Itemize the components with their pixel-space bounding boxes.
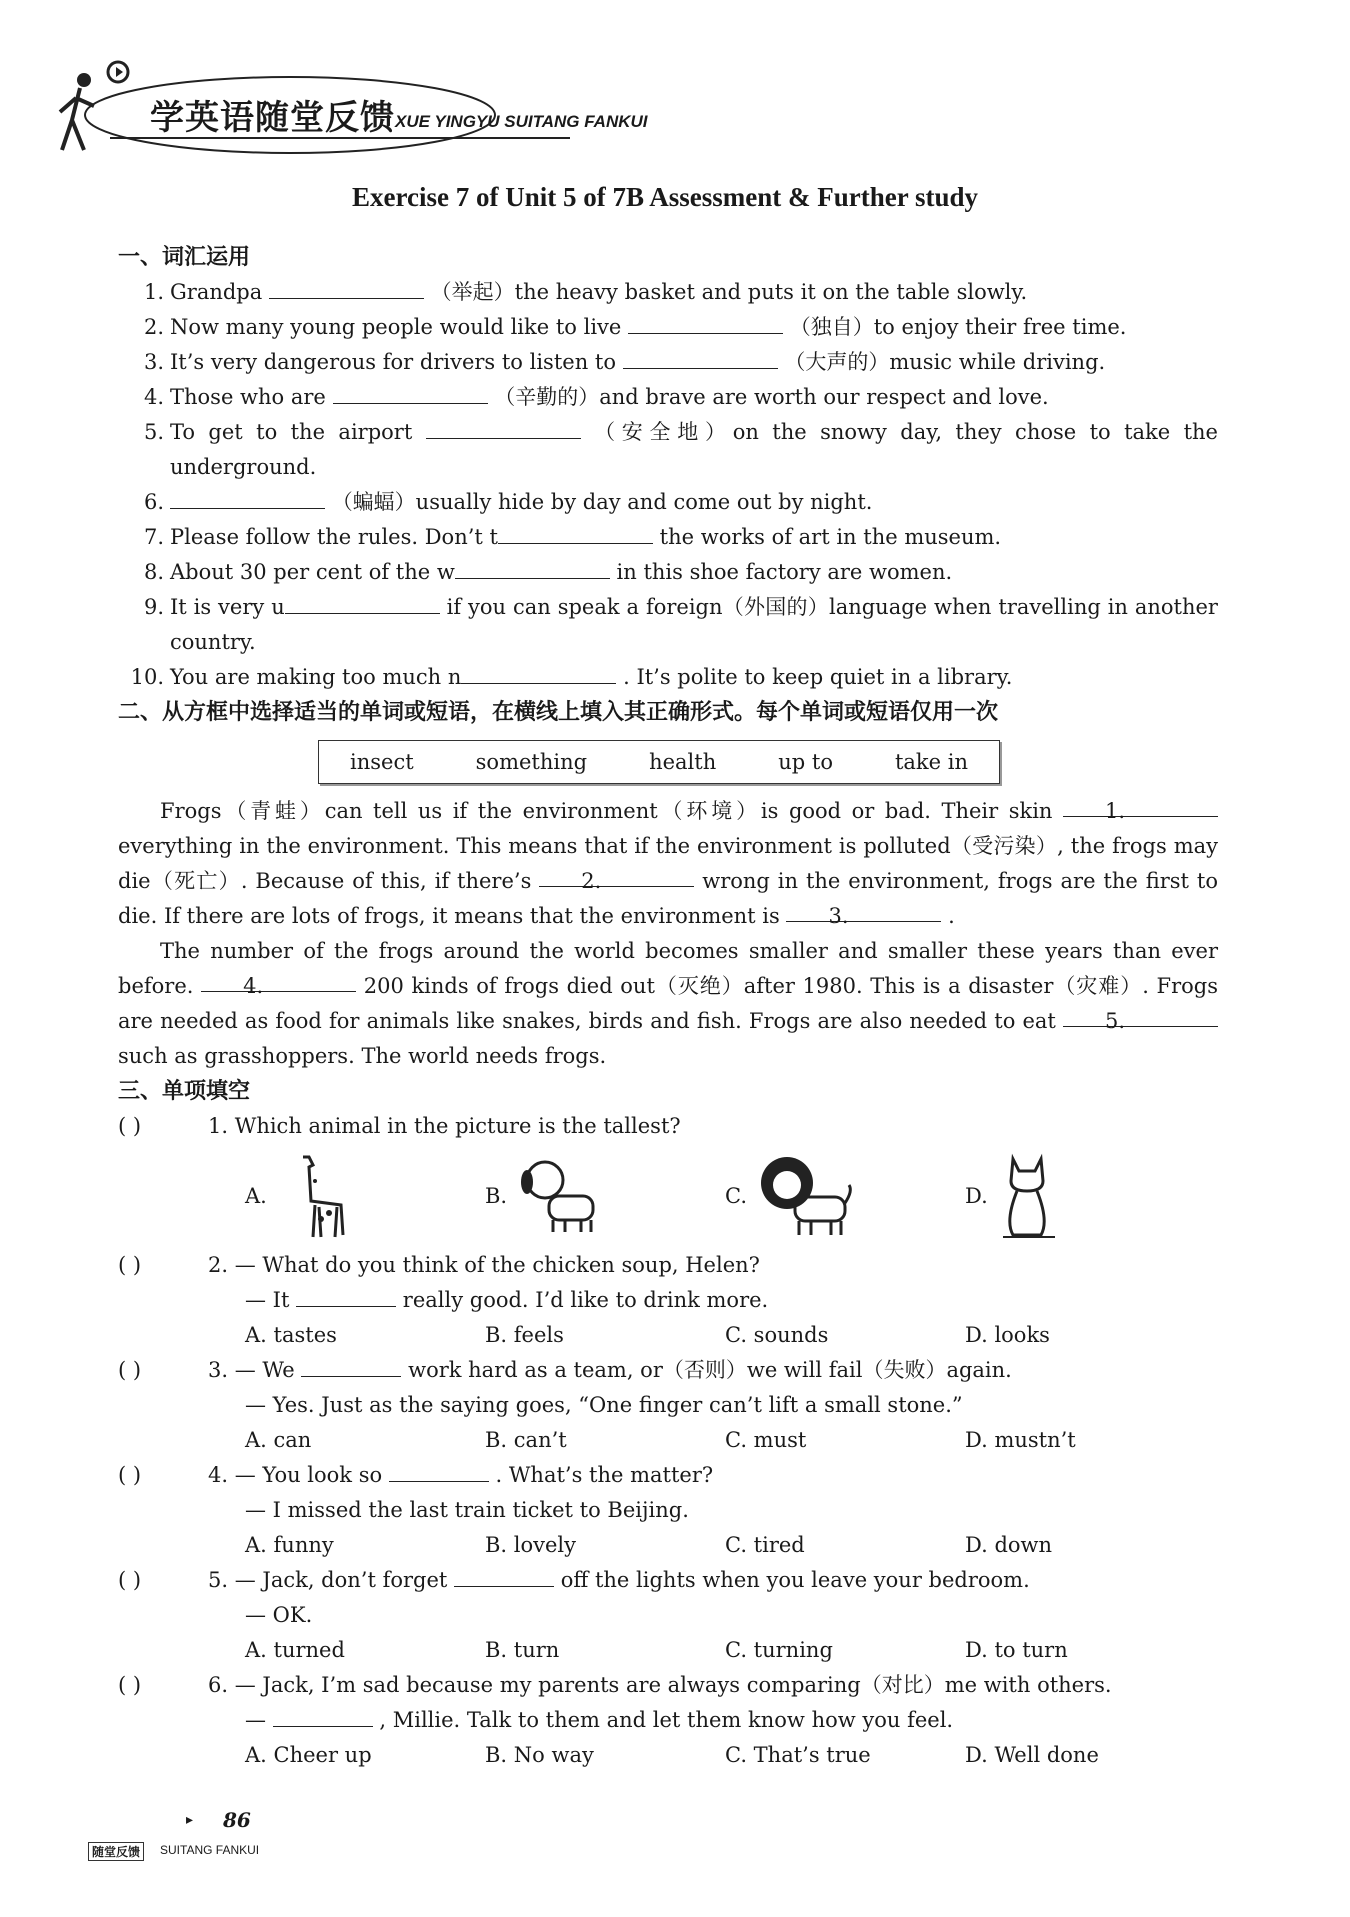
vocab-question [118,590,1218,660]
question-line [208,1458,1218,1493]
answer-options [245,1423,1218,1458]
question-number: 1. [208,1114,229,1138]
answer-option[interactable]: A. tastes [245,1323,337,1347]
answer-option[interactable]: A. Cheer up [245,1743,372,1767]
mc-question [118,1458,1218,1493]
mc-question [118,1248,1218,1283]
vocab-question [118,275,1218,310]
passage-text: . [948,904,955,928]
question-post-text: . It’s polite to keep quiet in a library. [623,665,1013,689]
dialogue-reply [245,1493,1218,1528]
answer-paren[interactable]: ( ) [118,1568,142,1592]
word-option: up to [778,749,833,774]
section1-list [118,275,1218,695]
passage-paragraph-2 [118,934,1218,1074]
dialogue-text: — Jack, don’t forget [234,1568,448,1592]
dialogue-text: — We [234,1358,295,1382]
question-text [170,520,1218,555]
answer-blank[interactable] [269,276,424,299]
question-pre-text: You are making too much [170,665,442,689]
question-number: 3. [143,350,164,374]
answer-option[interactable]: A. can [245,1428,312,1452]
answer-option[interactable]: C. sounds [725,1323,829,1347]
answer-blank[interactable] [170,486,325,509]
question-text [170,660,1218,695]
passage-text: 200 kinds of frogs died out（灭绝）after 1980. This is a disaster（灾难）. Frogs are needed as food for animals like snakes, birds and fish. Frogs are also needed to eat [118,974,1218,1033]
dialogue-text: — What do you think of the chicken soup, Helen? [234,1253,760,1277]
passage-text: everything in the environment. This means that if the environment is polluted（受污染）, the frogs may die（死亡）. Because of this, if there’s [118,834,1218,893]
header [50,50,650,170]
mc-question [118,1563,1218,1598]
answer-options [245,1633,1218,1668]
question-text [170,275,1218,310]
blank-number: 3. [828,904,849,928]
question-number: 2. [143,315,164,339]
passage-blank[interactable] [201,969,356,998]
page-title: Exercise 7 of Unit 5 of 7B Assessment & Further study [352,182,978,212]
answer-blank[interactable] [628,311,783,334]
answer-option[interactable]: D. mustn’t [965,1428,1076,1452]
passage-blank[interactable] [539,864,694,893]
page-arrow-icon: ▸ [186,1812,194,1828]
question-number: 9. [143,595,164,619]
word-box [318,740,1000,784]
question-post-text: （独自）to enjoy their free time. [789,315,1127,339]
answer-options [245,1528,1218,1563]
question-pre-text: Grandpa [170,280,263,304]
question-text [170,380,1218,415]
question-pre-text: Please follow the rules. Don’t [170,525,483,549]
footer-brand-cn: 随堂反馈 [88,1842,144,1861]
initial-letter-hint: w [436,560,455,584]
answer-paren[interactable]: ( ) [118,1358,142,1382]
answer-blank[interactable] [461,661,616,684]
picture-options [245,1144,1218,1248]
option-a: A. [245,1151,485,1241]
dialogue-text: — OK. [245,1603,313,1627]
content [118,240,1218,1773]
question-post-text: （大声的）music while driving. [784,350,1106,374]
answer-option[interactable]: B. No way [485,1743,594,1767]
initial-letter-hint: n [447,665,462,689]
vocab-question [118,415,1218,485]
dialogue-reply [245,1388,1218,1423]
answer-blank[interactable] [498,521,653,544]
option-c: C. [725,1151,965,1241]
question-post-text: if you can speak a foreign（外国的）language when travelling in another country. [170,595,1218,654]
passage-paragraph-1 [118,794,1218,934]
footer-brand-en: SUITANG FANKUI [160,1843,260,1857]
question-post-text: （举起）the heavy basket and puts it on the table slowly. [430,280,1028,304]
question-line [208,1668,1218,1703]
question-number: 4. [143,385,164,409]
answer-option[interactable]: C. must [725,1428,807,1452]
passage-text: such as grasshoppers. The world needs frogs. [118,1044,607,1068]
answer-blank[interactable] [333,381,488,404]
answer-option[interactable]: B. turn [485,1638,560,1662]
answer-blank[interactable] [273,1704,373,1727]
answer-blank[interactable] [455,556,610,579]
brand-title-cn: 学英语随堂反馈 [150,98,395,138]
blank-number: 1. [1104,799,1126,823]
answer-paren[interactable]: ( ) [118,1463,142,1487]
dialogue-text: . What’s the matter? [495,1463,714,1487]
question-number: 6. [208,1673,229,1697]
option-b: B. [485,1156,725,1236]
answer-option[interactable]: D. looks [965,1323,1050,1347]
answer-option[interactable]: C. turning [725,1638,833,1662]
answer-blank[interactable] [389,1459,489,1482]
answer-option[interactable]: C. tired [725,1533,805,1557]
answer-paren[interactable]: ( ) [118,1673,142,1697]
section2-heading: 二、从方框中选择适当的单词或短语，在横线上填入其正确形式。每个单词或短语仅用一次 [118,700,999,725]
passage-blank[interactable] [1063,794,1218,823]
lion-icon [755,1151,855,1241]
dog-icon [515,1156,605,1236]
answer-paren[interactable]: ( ) [118,1114,142,1138]
passage-blank[interactable] [786,899,941,928]
vocab-question [118,380,1218,415]
question-text: Which animal in the picture is the tallest? [234,1114,681,1138]
vocab-question [118,345,1218,380]
mc-question [118,1353,1218,1388]
question-post-text: （蝙蝠）usually hide by day and come out by night. [331,490,873,514]
vocab-question [118,485,1218,520]
question-pre-text: Those who are [170,385,326,409]
answer-option[interactable]: B. can’t [485,1428,567,1452]
dialogue-reply [245,1703,1218,1738]
page-number: 86 [223,1808,251,1832]
word-option: something [475,749,588,774]
answer-option[interactable]: A. funny [245,1533,334,1557]
question-number: 3. [208,1358,229,1382]
question-post-text: the works of art in the museum. [659,525,1002,549]
dialogue-reply [245,1598,1218,1633]
mc-questions [118,1248,1218,1773]
blank-number: 4. [243,974,264,998]
question-number: 8. [143,560,164,584]
answer-options [245,1318,1218,1353]
question-text [170,485,1218,520]
cat-icon [995,1151,1065,1241]
answer-blank[interactable] [285,591,440,614]
answer-option[interactable]: D. to turn [965,1638,1068,1662]
dialogue-text: — It [245,1288,290,1312]
dialogue-text: , Millie. Talk to them and let them know how you feel. [379,1708,954,1732]
vocab-question [118,660,1218,695]
mc-question-1 [118,1109,1218,1144]
dialogue-text: off the lights when you leave your bedroom. [560,1568,1030,1592]
question-line [208,1563,1218,1598]
passage-text: wrong in the environment, frogs are the first to die. If there are lots of frogs, it means that the environment is [118,869,1219,928]
dialogue-text: work hard as a team, or（否则）we will fail（失败）again. [408,1358,1012,1382]
question-post-text: in this shoe factory are women. [616,560,953,584]
dialogue-reply [245,1283,1218,1318]
question-number: 2. [208,1253,229,1277]
question-number: 10. [130,665,164,689]
initial-letter-hint: u [271,595,285,619]
answer-option[interactable]: D. down [965,1533,1053,1557]
question-number: 1. [143,280,164,304]
question-number: 5. [208,1568,229,1592]
question-text [170,310,1218,345]
question-pre-text: It’s very dangerous for drivers to listen to [170,350,616,374]
answer-options [245,1738,1218,1773]
question-number: 4. [208,1463,229,1487]
question-pre-text: Now many young people would like to live [170,315,622,339]
dialogue-text: — I missed the last train ticket to Beijing. [245,1498,689,1522]
giraffe-icon [275,1151,355,1241]
dialogue-text: — Yes. Just as the saying goes, “One finger can’t lift a small stone.” [245,1393,963,1417]
mc-question [118,1668,1218,1703]
question-post-text: （辛勤的）and brave are worth our respect and love. [494,385,1049,409]
answer-option[interactable]: B. feels [485,1323,564,1347]
initial-letter-hint: t [489,525,498,549]
vocab-question [118,555,1218,590]
vocab-question [118,520,1218,555]
question-text [170,590,1218,660]
answer-blank[interactable] [301,1354,401,1377]
dialogue-text: — [245,1708,266,1732]
word-option: health [649,749,717,774]
passage-text: The number of the frogs around the world becomes smaller and smaller these years than ever before. [118,939,1218,998]
answer-blank[interactable] [296,1284,396,1307]
question-pre-text: About 30 per cent of the [170,560,431,584]
question-line [208,1353,1218,1388]
question-text [170,345,1218,380]
answer-option[interactable]: D. Well done [965,1743,1099,1767]
answer-blank[interactable] [623,346,778,369]
question-number: 7. [143,525,164,549]
answer-option[interactable]: B. lovely [485,1533,577,1557]
blank-number: 5. [1105,1009,1126,1033]
answer-paren[interactable]: ( ) [118,1253,142,1277]
dialogue-text: — You look so [234,1463,383,1487]
section1-heading: 一、词汇运用 [118,245,251,270]
vocab-question [118,310,1218,345]
answer-option[interactable]: C. That’s true [725,1743,871,1767]
answer-blank[interactable] [426,416,581,439]
question-text [170,555,1218,590]
brand-title-en: XUE YINGYU SUITANG FANKUI [395,112,648,131]
question-pre-text: To get to the airport [170,420,413,444]
question-pre-text: It is very [170,595,265,619]
dialogue-text: really good. I’d like to drink more. [402,1288,769,1312]
question-line [208,1248,1218,1283]
footer [88,1808,308,1868]
question-post-text: （安全地）on the snowy day, they chose to take the underground. [170,420,1218,479]
passage-text: Frogs（青蛙）can tell us if the environment（环境）is good or bad. Their skin [160,799,1053,823]
answer-option[interactable]: A. turned [245,1638,345,1662]
question-number: 6. [143,490,164,514]
dialogue-text: — Jack, I’m sad because my parents are always comparing（对比）me with others. [234,1673,1112,1697]
section3-heading: 三、单项填空 [118,1079,251,1104]
word-option: insect [350,749,414,774]
question-number: 5. [143,420,164,444]
passage-blank[interactable] [1063,1004,1218,1033]
option-d: D. [965,1151,1205,1241]
answer-blank[interactable] [454,1564,554,1587]
question-text [170,415,1218,485]
word-option: take in [894,749,968,774]
blank-number: 2. [581,869,602,893]
